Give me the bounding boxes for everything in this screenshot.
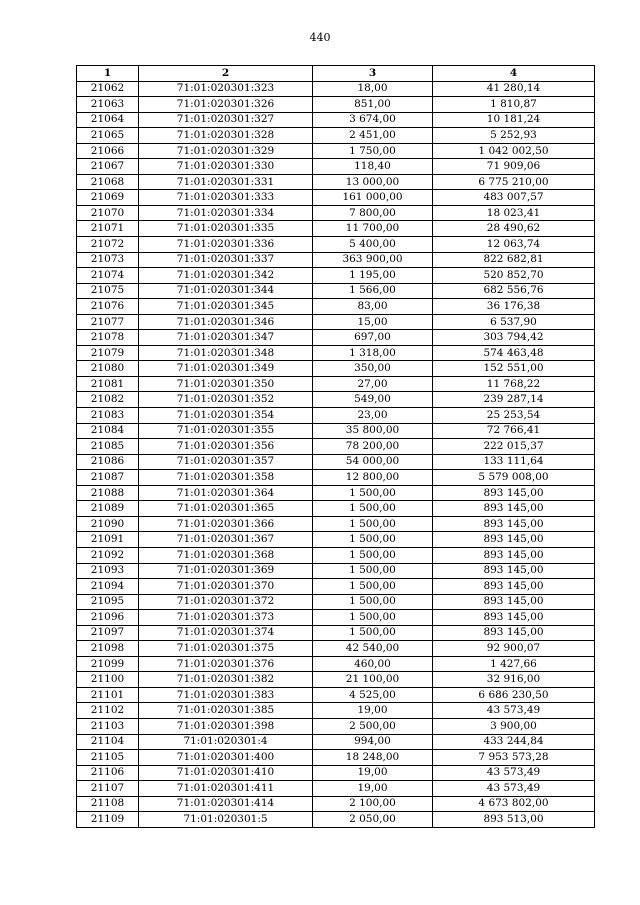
value-cell: 28 490,62 <box>433 221 595 237</box>
table-row <box>77 345 595 361</box>
table-row <box>77 470 595 486</box>
value-cell: 222 015,37 <box>433 439 595 455</box>
area-cell: 1 500,00 <box>313 547 433 563</box>
value-cell: 92 900,07 <box>433 641 595 657</box>
area-cell: 18,00 <box>313 81 433 97</box>
value-cell: 1 042 002,50 <box>433 143 595 159</box>
table-row <box>77 314 595 330</box>
table-row <box>77 781 595 797</box>
row-number-cell: 21105 <box>77 750 139 766</box>
value-cell: 520 852,70 <box>433 268 595 284</box>
cadastral-number-cell: 71:01:020301:331 <box>139 174 313 190</box>
column-header-2: 2 <box>139 66 313 82</box>
table-row <box>77 501 595 517</box>
cadastral-number-cell: 71:01:020301:4 <box>139 734 313 750</box>
value-cell: 32 916,00 <box>433 672 595 688</box>
value-cell: 893 145,00 <box>433 547 595 563</box>
table-row <box>77 174 595 190</box>
row-number-cell: 21102 <box>77 703 139 719</box>
table-row <box>77 268 595 284</box>
area-cell: 549,00 <box>313 392 433 408</box>
table-row <box>77 812 595 828</box>
row-number-cell: 21073 <box>77 252 139 268</box>
row-number-cell: 21095 <box>77 594 139 610</box>
cadastral-number-cell: 71:01:020301:373 <box>139 610 313 626</box>
value-cell: 12 063,74 <box>433 237 595 253</box>
row-number-cell: 21069 <box>77 190 139 206</box>
area-cell: 2 050,00 <box>313 812 433 828</box>
area-cell: 2 100,00 <box>313 796 433 812</box>
row-number-cell: 21090 <box>77 516 139 532</box>
area-cell: 21 100,00 <box>313 672 433 688</box>
table-row <box>77 765 595 781</box>
area-cell: 4 525,00 <box>313 687 433 703</box>
row-number-cell: 21066 <box>77 143 139 159</box>
area-cell: 83,00 <box>313 299 433 315</box>
cadastral-number-cell: 71:01:020301:355 <box>139 423 313 439</box>
cadastral-number-cell: 71:01:020301:356 <box>139 439 313 455</box>
row-number-cell: 21099 <box>77 656 139 672</box>
value-cell: 133 111,64 <box>433 454 595 470</box>
cadastral-number-cell: 71:01:020301:346 <box>139 314 313 330</box>
table-row <box>77 283 595 299</box>
value-cell: 43 573,49 <box>433 703 595 719</box>
row-number-cell: 21076 <box>77 299 139 315</box>
area-cell: 1 566,00 <box>313 283 433 299</box>
cadastral-number-cell: 71:01:020301:327 <box>139 112 313 128</box>
column-header-1: 1 <box>77 66 139 82</box>
area-cell: 1 500,00 <box>313 532 433 548</box>
cadastral-number-cell: 71:01:020301:367 <box>139 532 313 548</box>
table-row <box>77 190 595 206</box>
row-number-cell: 21072 <box>77 237 139 253</box>
value-cell: 10 181,24 <box>433 112 595 128</box>
row-number-cell: 21080 <box>77 361 139 377</box>
value-cell: 1 810,87 <box>433 97 595 113</box>
cadastral-number-cell: 71:01:020301:411 <box>139 781 313 797</box>
cadastral-number-cell: 71:01:020301:348 <box>139 345 313 361</box>
row-number-cell: 21091 <box>77 532 139 548</box>
table-row <box>77 299 595 315</box>
value-cell: 36 176,38 <box>433 299 595 315</box>
value-cell: 893 145,00 <box>433 532 595 548</box>
row-number-cell: 21083 <box>77 408 139 424</box>
cadastral-number-cell: 71:01:020301:350 <box>139 376 313 392</box>
cadastral-number-cell: 71:01:020301:347 <box>139 330 313 346</box>
row-number-cell: 21081 <box>77 376 139 392</box>
table-row <box>77 439 595 455</box>
value-cell: 11 768,22 <box>433 376 595 392</box>
cadastral-number-cell: 71:01:020301:334 <box>139 205 313 221</box>
table-row <box>77 112 595 128</box>
table-row <box>77 361 595 377</box>
area-cell: 118,40 <box>313 159 433 175</box>
row-number-cell: 21070 <box>77 205 139 221</box>
row-number-cell: 21062 <box>77 81 139 97</box>
row-number-cell: 21084 <box>77 423 139 439</box>
value-cell: 5 579 008,00 <box>433 470 595 486</box>
row-number-cell: 21064 <box>77 112 139 128</box>
row-number-cell: 21068 <box>77 174 139 190</box>
row-number-cell: 21100 <box>77 672 139 688</box>
table-body <box>77 81 595 827</box>
table-row <box>77 205 595 221</box>
row-number-cell: 21103 <box>77 718 139 734</box>
table-row <box>77 143 595 159</box>
row-number-cell: 21082 <box>77 392 139 408</box>
value-cell: 893 145,00 <box>433 625 595 641</box>
value-cell: 43 573,49 <box>433 765 595 781</box>
row-number-cell: 21079 <box>77 345 139 361</box>
value-cell: 239 287,14 <box>433 392 595 408</box>
value-cell: 7 953 573,28 <box>433 750 595 766</box>
value-cell: 6 775 210,00 <box>433 174 595 190</box>
cadastral-number-cell: 71:01:020301:365 <box>139 501 313 517</box>
area-cell: 78 200,00 <box>313 439 433 455</box>
value-cell: 6 537,90 <box>433 314 595 330</box>
value-cell: 682 556,76 <box>433 283 595 299</box>
area-cell: 3 674,00 <box>313 112 433 128</box>
table-row <box>77 703 595 719</box>
row-number-cell: 21107 <box>77 781 139 797</box>
cadastral-number-cell: 71:01:020301:330 <box>139 159 313 175</box>
value-cell: 1 427,66 <box>433 656 595 672</box>
value-cell: 25 253,54 <box>433 408 595 424</box>
area-cell: 1 500,00 <box>313 501 433 517</box>
row-number-cell: 21085 <box>77 439 139 455</box>
table-row <box>77 563 595 579</box>
area-cell: 1 750,00 <box>313 143 433 159</box>
value-cell: 574 463,48 <box>433 345 595 361</box>
area-cell: 350,00 <box>313 361 433 377</box>
area-cell: 851,00 <box>313 97 433 113</box>
row-number-cell: 21077 <box>77 314 139 330</box>
column-header-4: 4 <box>433 66 595 82</box>
table-row <box>77 376 595 392</box>
cadastral-number-cell: 71:01:020301:335 <box>139 221 313 237</box>
cadastral-number-cell: 71:01:020301:328 <box>139 128 313 144</box>
value-cell: 72 766,41 <box>433 423 595 439</box>
area-cell: 994,00 <box>313 734 433 750</box>
cadastral-number-cell: 71:01:020301:398 <box>139 718 313 734</box>
cadastral-number-cell: 71:01:020301:349 <box>139 361 313 377</box>
area-cell: 23,00 <box>313 408 433 424</box>
area-cell: 161 000,00 <box>313 190 433 206</box>
cadastral-number-cell: 71:01:020301:414 <box>139 796 313 812</box>
row-number-cell: 21093 <box>77 563 139 579</box>
value-cell: 893 145,00 <box>433 501 595 517</box>
value-cell: 893 145,00 <box>433 594 595 610</box>
cadastral-number-cell: 71:01:020301:400 <box>139 750 313 766</box>
row-number-cell: 21096 <box>77 610 139 626</box>
cadastral-number-cell: 71:01:020301:345 <box>139 299 313 315</box>
area-cell: 2 500,00 <box>313 718 433 734</box>
area-cell: 697,00 <box>313 330 433 346</box>
table-row <box>77 81 595 97</box>
row-number-cell: 21101 <box>77 687 139 703</box>
value-cell: 152 551,00 <box>433 361 595 377</box>
cadastral-number-cell: 71:01:020301:354 <box>139 408 313 424</box>
table-row <box>77 750 595 766</box>
area-cell: 2 451,00 <box>313 128 433 144</box>
row-number-cell: 21074 <box>77 268 139 284</box>
area-cell: 7 800,00 <box>313 205 433 221</box>
row-number-cell: 21109 <box>77 812 139 828</box>
cadastral-number-cell: 71:01:020301:358 <box>139 470 313 486</box>
cadastral-number-cell: 71:01:020301:385 <box>139 703 313 719</box>
row-number-cell: 21104 <box>77 734 139 750</box>
area-cell: 19,00 <box>313 781 433 797</box>
table-row <box>77 672 595 688</box>
table-row <box>77 252 595 268</box>
row-number-cell: 21092 <box>77 547 139 563</box>
value-cell: 893 145,00 <box>433 610 595 626</box>
row-number-cell: 21094 <box>77 579 139 595</box>
cadastral-number-cell: 71:01:020301:366 <box>139 516 313 532</box>
column-header-3: 3 <box>313 66 433 82</box>
value-cell: 893 145,00 <box>433 579 595 595</box>
row-number-cell: 21087 <box>77 470 139 486</box>
cadastral-number-cell: 71:01:020301:382 <box>139 672 313 688</box>
table-row <box>77 392 595 408</box>
area-cell: 15,00 <box>313 314 433 330</box>
row-number-cell: 21097 <box>77 625 139 641</box>
area-cell: 363 900,00 <box>313 252 433 268</box>
cadastral-number-cell: 71:01:020301:368 <box>139 547 313 563</box>
area-cell: 11 700,00 <box>313 221 433 237</box>
area-cell: 42 540,00 <box>313 641 433 657</box>
value-cell: 893 513,00 <box>433 812 595 828</box>
table-row <box>77 330 595 346</box>
table-row <box>77 610 595 626</box>
table-row <box>77 221 595 237</box>
table-row <box>77 579 595 595</box>
row-number-cell: 21075 <box>77 283 139 299</box>
row-number-cell: 21078 <box>77 330 139 346</box>
table-header-row <box>77 66 595 82</box>
value-cell: 433 244,84 <box>433 734 595 750</box>
table-row <box>77 734 595 750</box>
area-cell: 1 500,00 <box>313 594 433 610</box>
area-cell: 13 000,00 <box>313 174 433 190</box>
row-number-cell: 21088 <box>77 485 139 501</box>
area-cell: 1 500,00 <box>313 625 433 641</box>
row-number-cell: 21098 <box>77 641 139 657</box>
area-cell: 1 195,00 <box>313 268 433 284</box>
area-cell: 1 500,00 <box>313 610 433 626</box>
cadastral-number-cell: 71:01:020301:410 <box>139 765 313 781</box>
value-cell: 4 673 802,00 <box>433 796 595 812</box>
area-cell: 19,00 <box>313 703 433 719</box>
area-cell: 1 500,00 <box>313 485 433 501</box>
cadastral-number-cell: 71:01:020301:337 <box>139 252 313 268</box>
value-cell: 41 280,14 <box>433 81 595 97</box>
table-row <box>77 128 595 144</box>
value-cell: 5 252,93 <box>433 128 595 144</box>
area-cell: 460,00 <box>313 656 433 672</box>
value-cell: 303 794,42 <box>433 330 595 346</box>
cadastral-number-cell: 71:01:020301:376 <box>139 656 313 672</box>
table-row <box>77 656 595 672</box>
area-cell: 1 500,00 <box>313 563 433 579</box>
page-number: 440 <box>309 31 331 44</box>
cadastral-number-cell: 71:01:020301:369 <box>139 563 313 579</box>
table-row <box>77 796 595 812</box>
area-cell: 35 800,00 <box>313 423 433 439</box>
table-row <box>77 641 595 657</box>
table-row <box>77 159 595 175</box>
row-number-cell: 21065 <box>77 128 139 144</box>
area-cell: 19,00 <box>313 765 433 781</box>
value-cell: 822 682,81 <box>433 252 595 268</box>
cadastral-number-cell: 71:01:020301:336 <box>139 237 313 253</box>
area-cell: 12 800,00 <box>313 470 433 486</box>
cadastral-number-cell: 71:01:020301:364 <box>139 485 313 501</box>
value-cell: 483 007,57 <box>433 190 595 206</box>
table-row <box>77 547 595 563</box>
area-cell: 18 248,00 <box>313 750 433 766</box>
cadastral-number-cell: 71:01:020301:375 <box>139 641 313 657</box>
cadastral-number-cell: 71:01:020301:326 <box>139 97 313 113</box>
table-row <box>77 423 595 439</box>
row-number-cell: 21063 <box>77 97 139 113</box>
area-cell: 1 500,00 <box>313 516 433 532</box>
table-row <box>77 408 595 424</box>
table-row <box>77 454 595 470</box>
table-row <box>77 718 595 734</box>
table-row <box>77 687 595 703</box>
row-number-cell: 21108 <box>77 796 139 812</box>
table-row <box>77 516 595 532</box>
table-row <box>77 97 595 113</box>
row-number-cell: 21071 <box>77 221 139 237</box>
cadastral-number-cell: 71:01:020301:344 <box>139 283 313 299</box>
area-cell: 5 400,00 <box>313 237 433 253</box>
cadastral-number-cell: 71:01:020301:372 <box>139 594 313 610</box>
value-cell: 893 145,00 <box>433 516 595 532</box>
cadastral-number-cell: 71:01:020301:329 <box>139 143 313 159</box>
value-cell: 893 145,00 <box>433 563 595 579</box>
table-row <box>77 594 595 610</box>
area-cell: 54 000,00 <box>313 454 433 470</box>
row-number-cell: 21106 <box>77 765 139 781</box>
cadastral-number-cell: 71:01:020301:323 <box>139 81 313 97</box>
table-row <box>77 237 595 253</box>
table-row <box>77 625 595 641</box>
cadastral-number-cell: 71:01:020301:342 <box>139 268 313 284</box>
value-cell: 3 900,00 <box>433 718 595 734</box>
registry-table <box>76 65 595 828</box>
value-cell: 6 686 230,50 <box>433 687 595 703</box>
row-number-cell: 21086 <box>77 454 139 470</box>
area-cell: 27,00 <box>313 376 433 392</box>
table-row <box>77 485 595 501</box>
value-cell: 18 023,41 <box>433 205 595 221</box>
cadastral-number-cell: 71:01:020301:374 <box>139 625 313 641</box>
value-cell: 43 573,49 <box>433 781 595 797</box>
area-cell: 1 318,00 <box>313 345 433 361</box>
cadastral-number-cell: 71:01:020301:370 <box>139 579 313 595</box>
table-row <box>77 532 595 548</box>
cadastral-number-cell: 71:01:020301:383 <box>139 687 313 703</box>
row-number-cell: 21067 <box>77 159 139 175</box>
area-cell: 1 500,00 <box>313 579 433 595</box>
cadastral-number-cell: 71:01:020301:357 <box>139 454 313 470</box>
cadastral-number-cell: 71:01:020301:352 <box>139 392 313 408</box>
cadastral-number-cell: 71:01:020301:5 <box>139 812 313 828</box>
cadastral-number-cell: 71:01:020301:333 <box>139 190 313 206</box>
value-cell: 893 145,00 <box>433 485 595 501</box>
row-number-cell: 21089 <box>77 501 139 517</box>
value-cell: 71 909,06 <box>433 159 595 175</box>
